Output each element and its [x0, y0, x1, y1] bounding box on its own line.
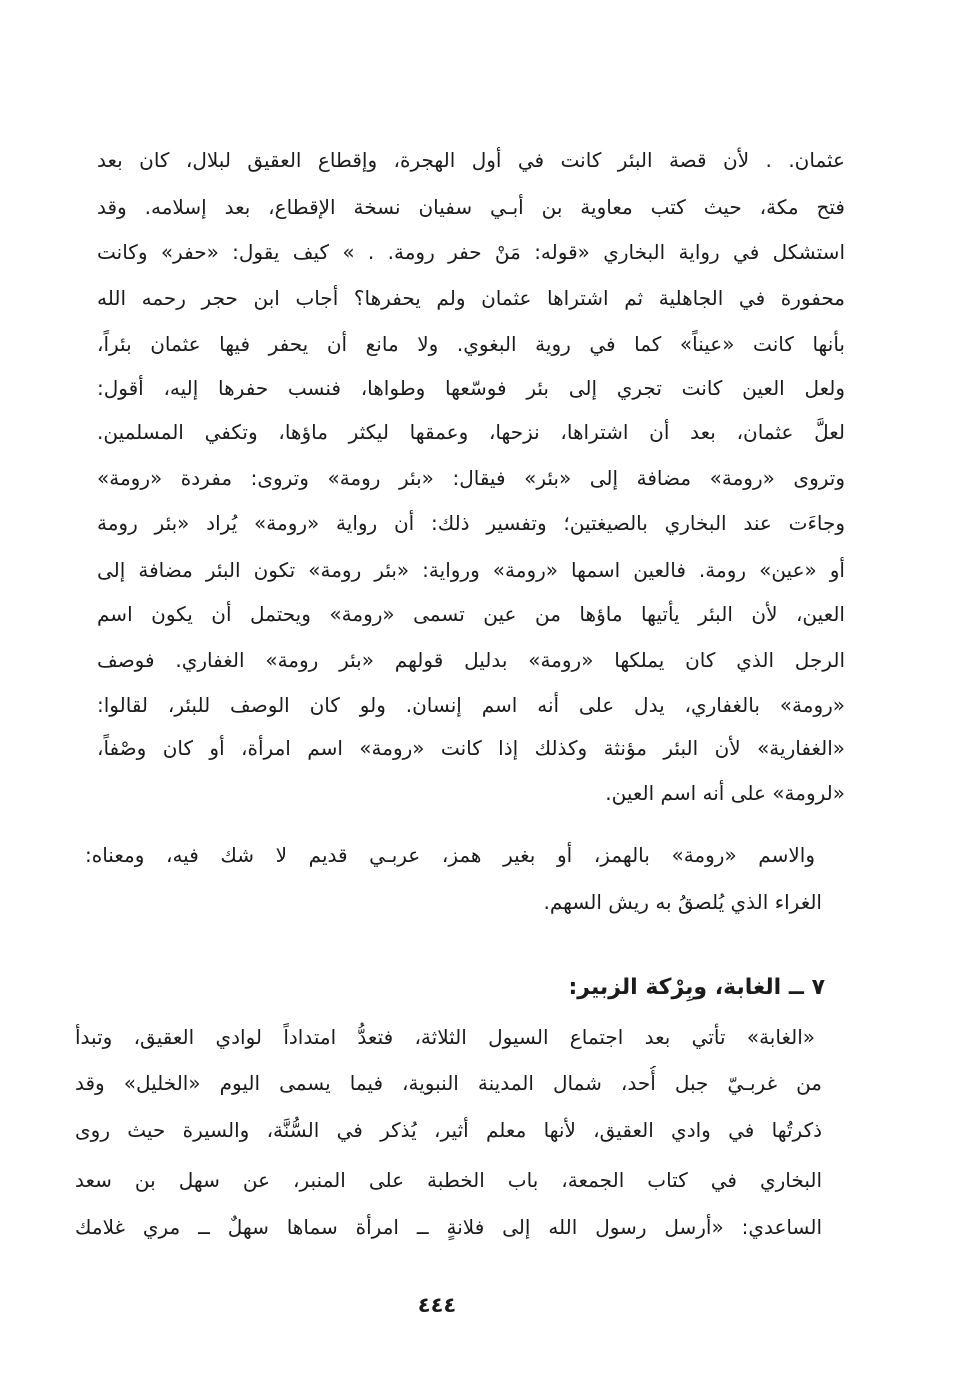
- text-line: فتح مكة، حيث كتب معاوية بن أبـي سفيان نسخة الإقطاع، بعد إسلامه. وقد: [97, 195, 845, 219]
- text-line: استشكل في رواية البخاري «قوله: مَنْ حفر رومة. . » كيف يقول: «حفر» وكانت: [97, 240, 845, 264]
- text-line: الساعدي: «أرسل رسول الله إلى فلانةٍ ــ امرأة سماها سهلٌ ــ مري غلامك: [75, 1215, 822, 1239]
- text-line: عثمان. . لأن قصة البئر كانت في أول الهجرة، وإقطاع العقيق لبلال، كان بعد: [97, 148, 845, 172]
- text-line: وجاءَت عند البخاري بالصيغتين؛ وتفسير ذلك: أن رواية «رومة» يُراد «بئر رومة: [97, 511, 845, 535]
- text-line: من غربـيّ جبل أُحد، شمال المدينة النبوية، فيما يسمى اليوم «الخليل» وقد: [75, 1071, 822, 1095]
- text-line: «لرومة» على أنه اسم العين.: [605, 781, 845, 805]
- text-line: لعلَّ عثمان، بعد أن اشتراها، نزحها، وعمقها ليكثر ماؤها، وتكفي المسلمين.: [97, 420, 845, 444]
- text-line: العين، لأن البئر يأتيها ماؤها من عين تسمى «رومة» ويحتمل أن يكون اسم: [97, 602, 845, 626]
- text-line: بأنها كانت «عيناً» كما في روية البغوي. ولا مانع أن يحفر فيها عثمان بئراً،: [97, 332, 845, 356]
- text-line: محفورة في الجاهلية ثم اشتراها عثمان ولم يحفرها؟ أجاب ابن حجر رحمه الله: [97, 286, 845, 310]
- section-heading: ٧ ــ الغابة، وبِرْكة الزبير:: [568, 975, 825, 1000]
- text-line: «الغفارية» لأن البئر مؤنثة وكذلك إذا كانت «رومة» اسم امرأة، أو كان وصْفاً،: [97, 736, 845, 760]
- text-line: «رومة» بالغفاري، يدل على أنه اسم إنسان. ولو كان الوصف للبئر، لقالوا:: [97, 693, 845, 717]
- text-line: ذكرتُها في وادي العقيق، لأنها معلم أثير، يُذكر في السُّنَّة، والسيرة حيث روى: [75, 1118, 822, 1142]
- page-number: ٤٤٤: [417, 1293, 457, 1317]
- text-line: أو «عين» رومة. فالعين اسمها «رومة» ورواية: «بئر رومة» تكون البئر مضافة إلى: [97, 558, 845, 582]
- text-line: الرجل الذي كان يملكها «رومة» بدليل قولهم «بئر رومة» الغفاري. فوصف: [97, 648, 845, 672]
- text-line: البخاري في كتاب الجمعة، باب الخطبة على المنبر، عن سهل بن سعد: [75, 1168, 822, 1192]
- text-line: وتروى «رومة» مضافة إلى «بئر» فيقال: «بئر رومة» وتروى: مفردة «رومة»: [97, 466, 845, 490]
- text-line: والاسم «رومة» بالهمز، أو بغير همز، عربـي قديم لا شك فيه، ومعناه:: [85, 843, 815, 867]
- text-line: «الغابة» تأتي بعد اجتماع السيول الثلاثة، فتعدُّ امتداداً لوادي العقيق، وتبدأ: [75, 1025, 815, 1049]
- text-line: الغراء الذي يُلصقُ به ريش السهم.: [543, 890, 822, 914]
- text-line: ولعل العين كانت تجري إلى بئر فوسّعها وطواها، فنسب حفرها إليه، أقول:: [97, 376, 845, 400]
